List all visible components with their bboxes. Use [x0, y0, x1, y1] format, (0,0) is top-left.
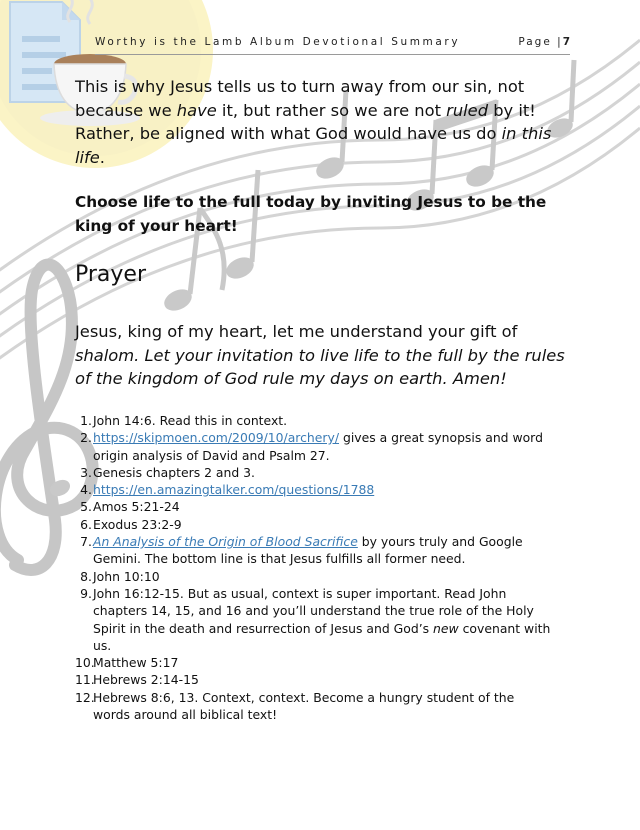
endnote-9: 9. John 16:12-15. But as usual, context is super important. Read John chapters 14, 15, and 16 and you’ll understand the true role of the Holy Spirit in the death and resurrection of Jesus and God’s new covenant with us.: [80, 585, 551, 653]
skipmoen-link[interactable]: https://skipmoen.com/2009/10/archery/: [93, 430, 340, 446]
page-header: [95, 36, 570, 55]
endnote-3: 3. Genesis chapters 2 and 3.: [80, 464, 255, 480]
prayer-heading: Prayer: [75, 262, 147, 287]
endnote-12: 12. Hebrews 8:6, 13. Context, context. Become a hungry student of the words around all biblical text!: [75, 689, 515, 723]
header-title: Worthy is the Lamb Album Devotional Summary: [95, 36, 461, 48]
endnote-7: 7. An Analysis of the Origin of Blood Sacrifice by yours truly and Google Gemini. The bottom line is that Jesus fulfills all former need.: [80, 534, 523, 567]
page-number-label: Page |7: [518, 36, 570, 48]
endnote-2: 2. https://skipmoen.com/2009/10/archery/ gives a great synopsis and word origin analysis of David and Psalm 27.: [80, 430, 543, 463]
page-number: 7: [562, 36, 570, 48]
blood-sacrifice-link[interactable]: An Analysis of the Origin of Blood Sacrifice: [93, 534, 358, 550]
endnotes-list: [75, 412, 555, 723]
paragraph-turn-away-from-sin: This is why Jesus tells us to turn away from our sin, not because we have it, but rather so we are not ruled by it! Rather, be aligned with what God would have us do in this life.: [75, 77, 552, 167]
endnote-1: 1. John 14:6. Read this in context.: [80, 413, 288, 428]
paragraph-choose-life: Choose life to the full today by inviting Jesus to be the king of your heart!: [75, 193, 547, 235]
endnote-5: 5. Amos 5:21-24: [80, 499, 180, 515]
endnote-4: 4. https://en.amazingtalker.com/questions/1788: [80, 482, 375, 498]
prayer-text: Jesus, king of my heart, let me understand your gift of shalom. Let your invitation to live life to the full by the rules of the kingdom of God rule my days on earth. Amen!: [75, 322, 565, 388]
endnote-6: 6. Exodus 23:2-9: [80, 516, 182, 532]
endnote-8: 8. John 10:10: [80, 568, 160, 584]
endnote-11: 11. Hebrews 2:14-15: [75, 672, 199, 688]
endnote-10: 10. Matthew 5:17: [75, 655, 179, 671]
amazingtalker-link[interactable]: https://en.amazingtalker.com/questions/1788: [93, 482, 375, 498]
